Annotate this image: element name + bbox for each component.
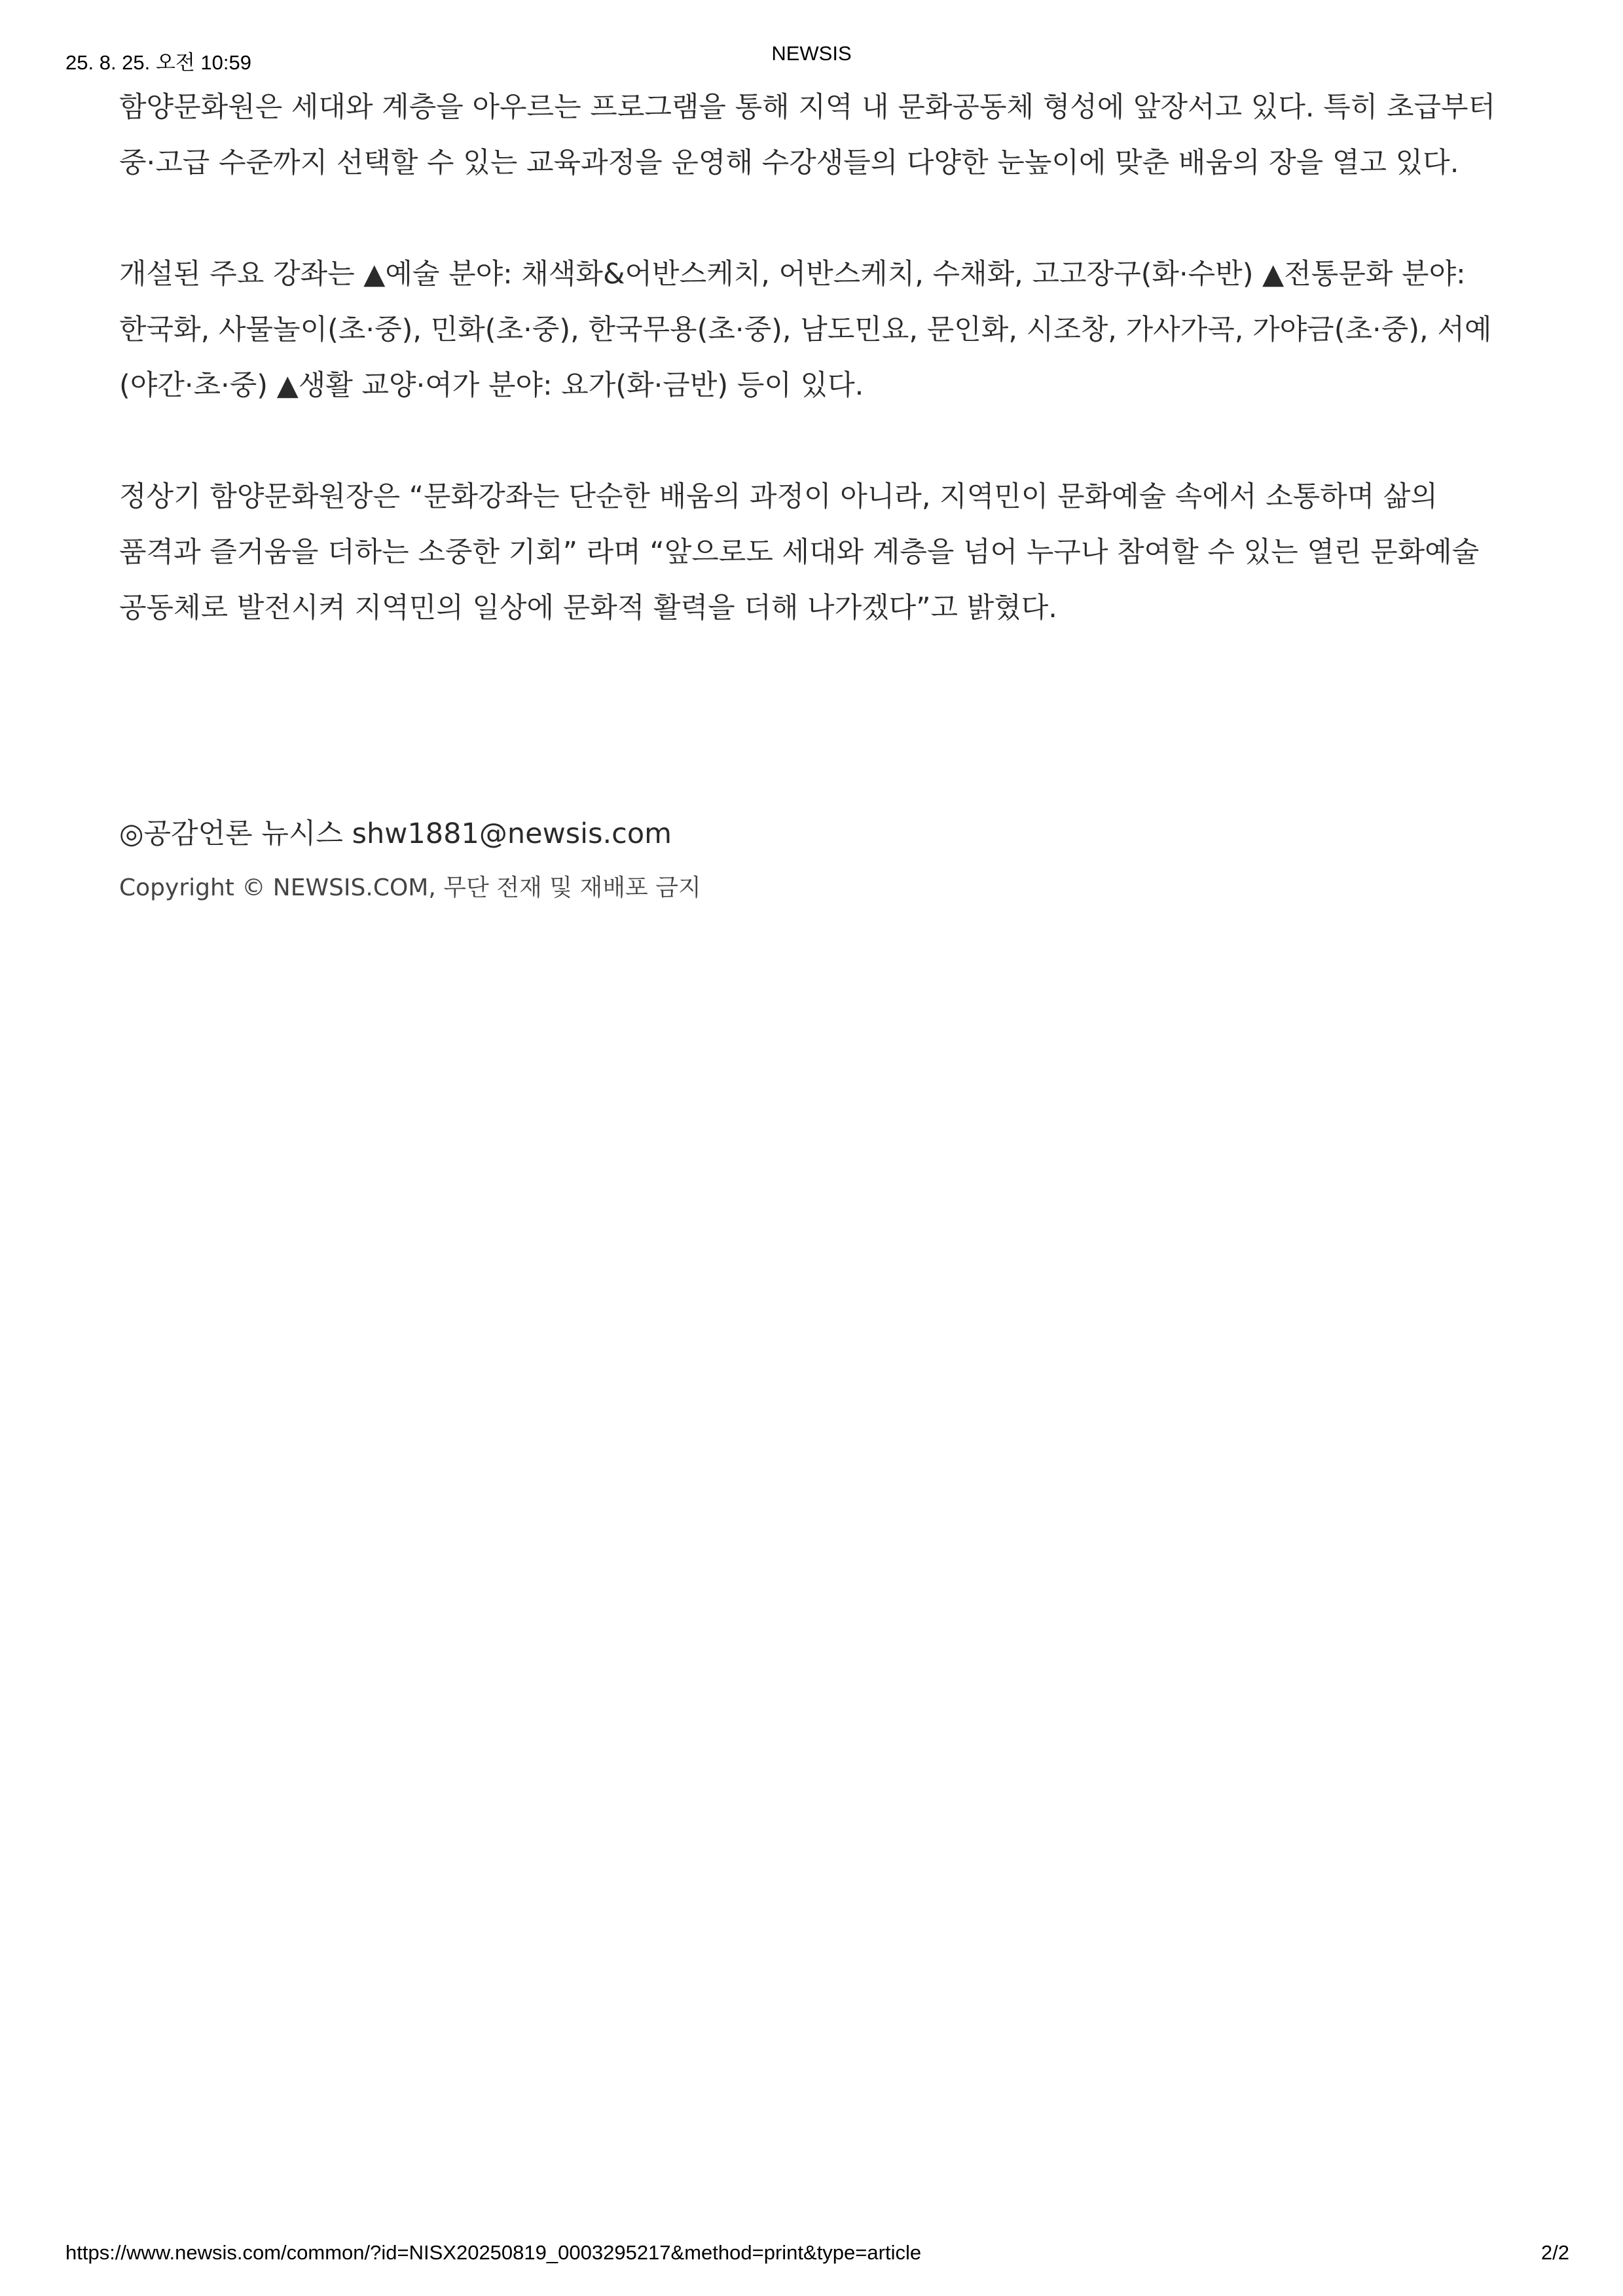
article-paragraph: 함양문화원은 세대와 계층을 아우르는 프로그램을 통해 지역 내 문화공동체 형성에 앞장서고 있다. 특히 초급부터 중·고급 수준까지 선택할 수 있는 교육과정을 운영해 수강생들의 다양한 눈높이에 맞춘 배움의 장을 열고 있다. — [119, 91, 1496, 179]
article-byline: ◎공감언론 뉴시스 shw1881@newsis.com — [119, 817, 672, 850]
article-paragraph: 개설된 주요 강좌는 ▲예술 분야: 채색화&어반스케치, 어반스케치, 수채화, 고고장구(화·수반) ▲전통문화 분야: 한국화, 사물놀이(초·중), 민화(초·중), 한국무용(초·중), 남도민요, 문인화, 시조창, 가사가곡, 가야금(초·중), 서예(야간·초·중) ▲생활 교양·여가 분야: 요가(화·금반) 등이 있다. — [119, 258, 1492, 402]
print-date-time: 25. 8. 25. 오전 10:59 — [65, 51, 251, 74]
article-body — [119, 80, 1527, 692]
page-indicator: 2/2 — [1541, 2241, 1569, 2264]
copyright-notice: Copyright © NEWSIS.COM, 무단 전재 및 재배포 금지 — [119, 874, 701, 901]
article-paragraph: 정상기 함양문화원장은 “문화강좌는 단순한 배움의 과정이 아니라, 지역민이 문화예술 속에서 소통하며 삶의 품격과 즐거움을 더하는 소중한 기회” 라며 “앞으로도 세대와 계층을 넘어 누구나 참여할 수 있는 열린 문화예술 공동체로 발전시켜 지역민의 일상에 문화적 활력을 더해 나가겠다”고 밝혔다. — [119, 480, 1480, 624]
print-site-title: NEWSIS — [771, 42, 852, 65]
print-page-url: https://www.newsis.com/common/?id=NISX20250819_0003295217&method=print&type=article — [65, 2241, 922, 2264]
